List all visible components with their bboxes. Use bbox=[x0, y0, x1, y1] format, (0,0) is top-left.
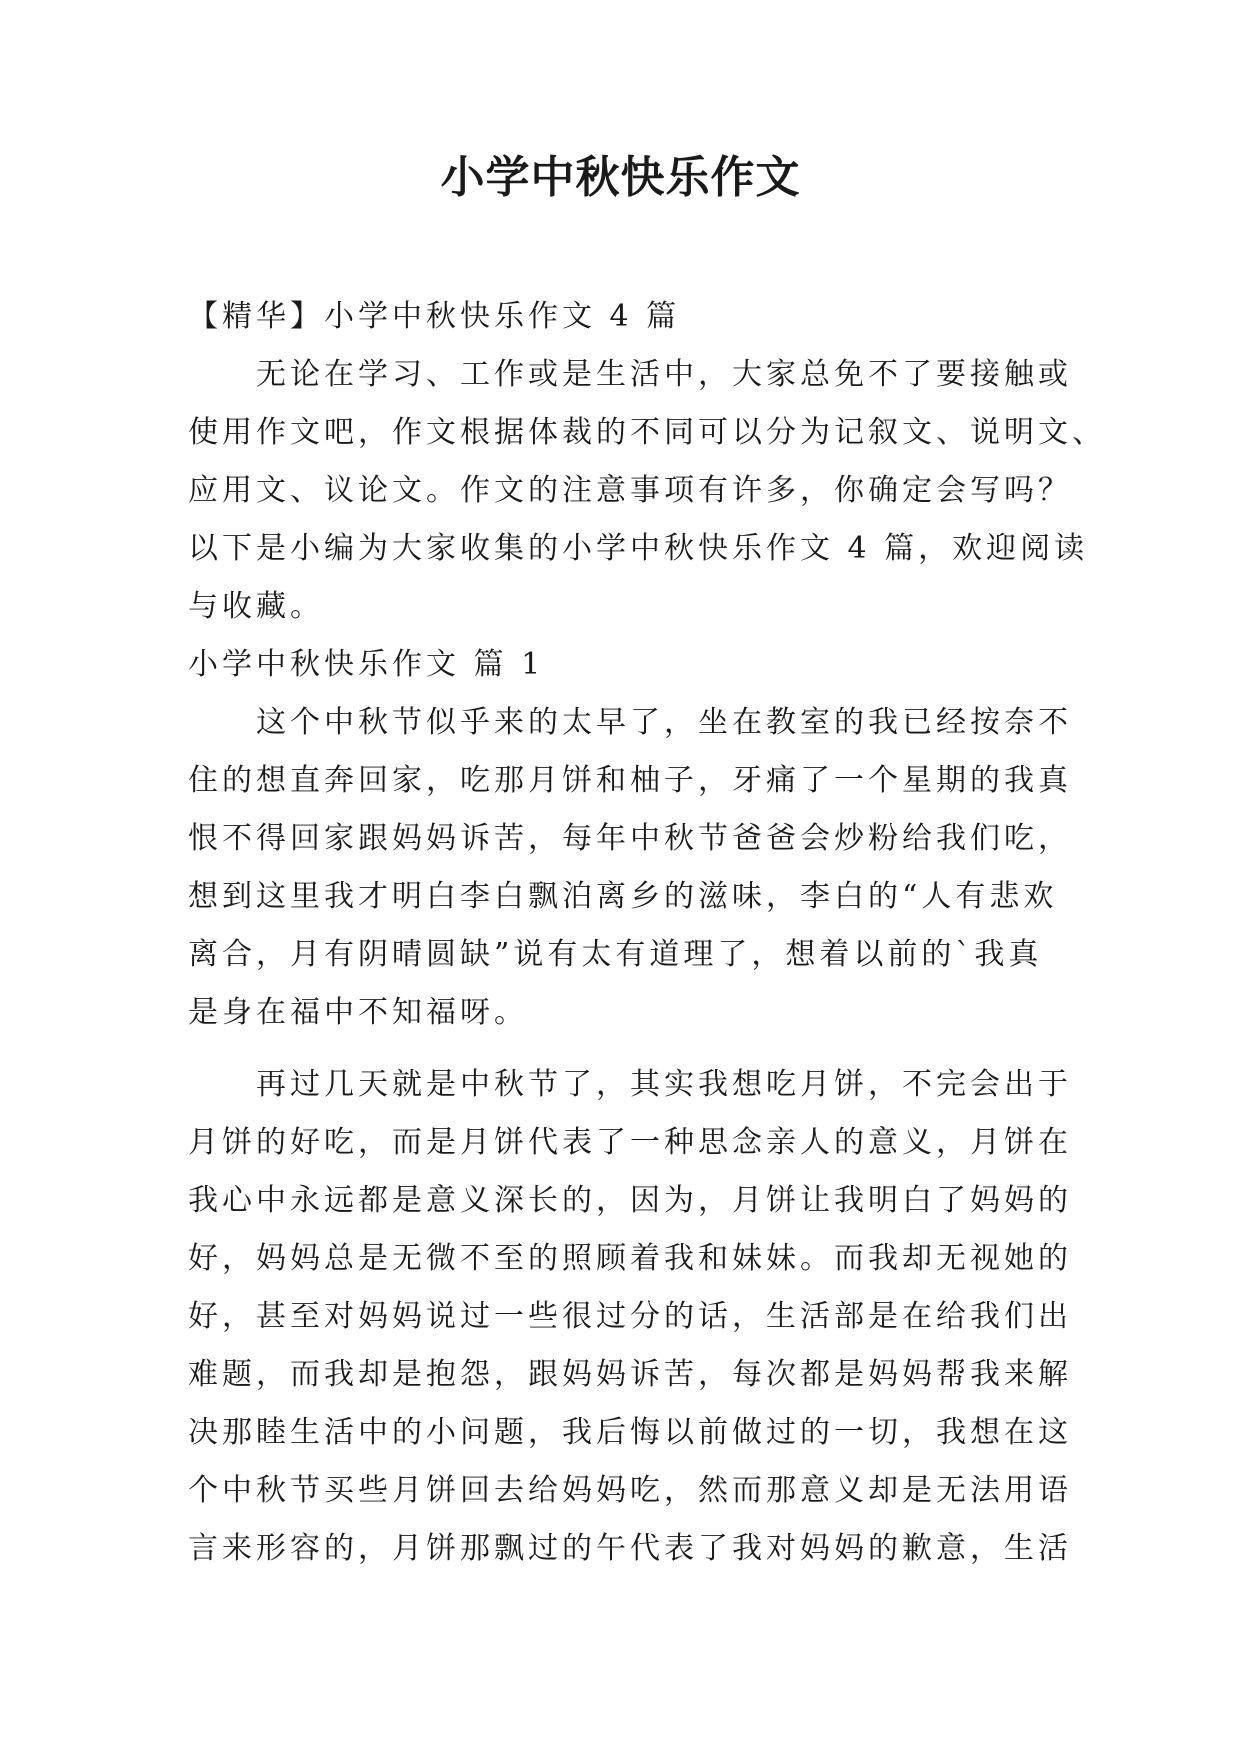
paragraph-line: 好，妈妈总是无微不至的照顾着我和妹妹。而我却无视她的 bbox=[188, 1241, 1072, 1276]
paragraph-spacer bbox=[188, 1042, 1056, 1056]
intro-paragraph bbox=[188, 346, 1106, 636]
paragraph-line: 是身在福中不知福呀。 bbox=[188, 995, 528, 1030]
paragraph-line: 与收藏。 bbox=[188, 589, 324, 624]
paragraph-line: 个中秋节买些月饼回去给妈妈吃，然而那意义却是无法用语 bbox=[188, 1473, 1072, 1508]
paragraph-line: 离合，月有阴晴圆缺”说有太有道理了，想着以前的`我真 bbox=[188, 937, 1043, 972]
section-paragraph-1 bbox=[188, 694, 1072, 1042]
paragraph-line: 言来形容的，月饼那飘过的午代表了我对妈妈的歉意，生活 bbox=[188, 1531, 1072, 1566]
document-subtitle: 【精华】小学中秋快乐作文 4 篇 bbox=[188, 299, 681, 334]
paragraph-line: 应用文、议论文。作文的注意事项有许多，你确定会写吗？ bbox=[188, 473, 1072, 508]
paragraph-line: 无论在学习、工作或是生活中，大家总免不了要接触或 bbox=[188, 357, 1072, 392]
paragraph-line: 决那睦生活中的小问题，我后悔以前做过的一切，我想在这 bbox=[188, 1415, 1072, 1450]
paragraph-line: 恨不得回家跟妈妈诉苦，每年中秋节爸爸会炒粉给我们吃， bbox=[188, 821, 1072, 856]
paragraph-line: 使用作文吧，作文根据体裁的不同可以分为记叙文、说明文、 bbox=[188, 415, 1106, 450]
section-paragraph-2 bbox=[188, 1056, 1072, 1578]
document-body bbox=[188, 288, 1106, 1578]
paragraph-line: 住的想直奔回家，吃那月饼和柚子，牙痛了一个星期的我真 bbox=[188, 763, 1072, 798]
paragraph-line: 再过几天就是中秋节了，其实我想吃月饼，不完会出于 bbox=[188, 1067, 1072, 1102]
document-title: 小学中秋快乐作文 bbox=[440, 152, 801, 203]
paragraph-line: 这个中秋节似乎来的太早了，坐在教室的我已经按奈不 bbox=[188, 705, 1072, 740]
paragraph-line: 想到这里我才明白李白飘泊离乡的滋味，李白的“人有悲欢 bbox=[188, 879, 1058, 914]
paragraph-line: 好，甚至对妈妈说过一些很过分的话，生活部是在给我们出 bbox=[188, 1299, 1072, 1334]
paragraph-line: 以下是小编为大家收集的小学中秋快乐作文 4 篇，欢迎阅读 bbox=[188, 531, 1089, 566]
paragraph-line: 难题，而我却是抱怨，跟妈妈诉苦，每次都是妈妈帮我来解 bbox=[188, 1357, 1072, 1392]
paragraph-line: 月饼的好吃，而是月饼代表了一种思念亲人的意义，月饼在 bbox=[188, 1125, 1072, 1160]
paragraph-line: 我心中永远都是意义深长的，因为，月饼让我明白了妈妈的 bbox=[188, 1183, 1072, 1218]
section-heading: 小学中秋快乐作文 篇 1 bbox=[188, 647, 545, 682]
